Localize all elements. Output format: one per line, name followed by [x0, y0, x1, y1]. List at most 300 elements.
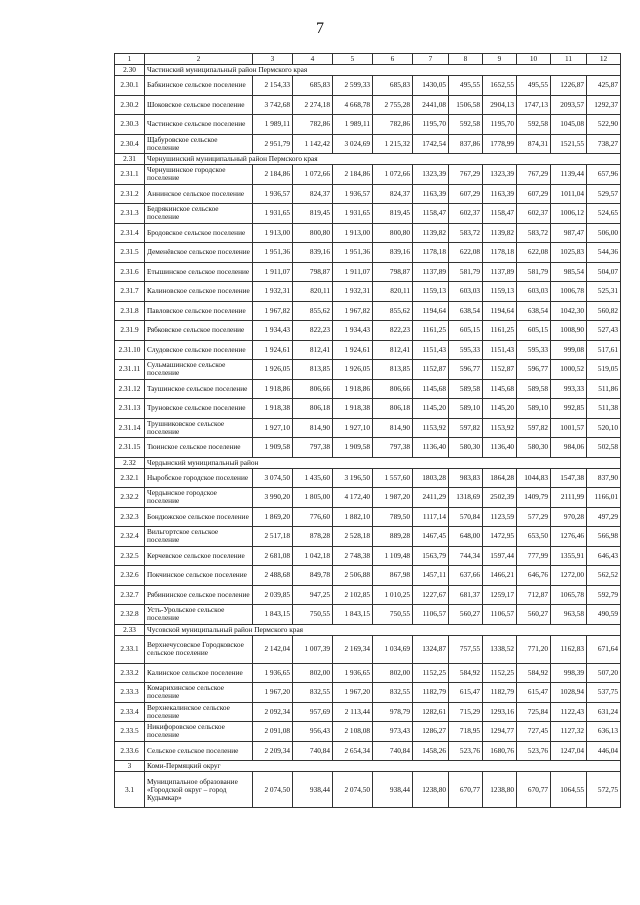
- value-cell: 1 909,58: [253, 438, 293, 458]
- value-cell: 813,85: [293, 360, 333, 380]
- row-code: 2.33.5: [115, 722, 145, 742]
- value-cell: 566,98: [587, 527, 621, 547]
- row-code: 2.31.10: [115, 340, 145, 360]
- value-cell: 1 927,10: [333, 418, 373, 438]
- value-cell: 889,28: [373, 527, 413, 547]
- value-cell: 1652,55: [483, 76, 517, 96]
- value-cell: 497,29: [587, 507, 621, 527]
- value-cell: 523,76: [449, 741, 483, 761]
- value-cell: 1247,04: [551, 741, 587, 761]
- value-cell: 1 072,66: [293, 165, 333, 185]
- value-cell: 583,72: [517, 223, 551, 243]
- table-row: [115, 76, 621, 96]
- value-cell: 560,27: [517, 605, 551, 625]
- value-cell: 1742,54: [413, 134, 449, 154]
- column-number: 12: [587, 54, 621, 65]
- value-cell: 596,77: [449, 360, 483, 380]
- value-cell: 615,47: [449, 683, 483, 703]
- value-cell: 797,38: [373, 438, 413, 458]
- value-cell: 544,36: [587, 243, 621, 263]
- value-cell: 1276,46: [551, 527, 587, 547]
- value-cell: 819,45: [293, 204, 333, 224]
- value-cell: 1137,89: [483, 262, 517, 282]
- value-cell: 490,59: [587, 605, 621, 625]
- value-cell: 1 934,43: [253, 321, 293, 341]
- value-cell: 839,16: [293, 243, 333, 263]
- value-cell: 495,55: [449, 76, 483, 96]
- settlement-name: Усть-Урольское сельское поселение: [145, 605, 253, 625]
- value-cell: 824,37: [293, 184, 333, 204]
- value-cell: 670,77: [449, 772, 483, 808]
- value-cell: 1292,37: [587, 95, 621, 115]
- value-cell: 504,07: [587, 262, 621, 282]
- section-title: Частинский муниципальный район Пермского края: [145, 65, 621, 76]
- row-code: 2.31.6: [115, 262, 145, 282]
- value-cell: 789,50: [373, 507, 413, 527]
- value-cell: 1 109,48: [373, 546, 413, 566]
- value-cell: 1338,52: [483, 635, 517, 663]
- value-cell: 2 517,18: [253, 527, 293, 547]
- table-body: [115, 54, 621, 808]
- value-cell: 1324,87: [413, 635, 449, 663]
- settlement-name: Шоковское сельское поселение: [145, 95, 253, 115]
- value-cell: 570,84: [449, 507, 483, 527]
- section-title: Чердынский муниципальный район: [145, 457, 621, 468]
- value-cell: 577,29: [517, 507, 551, 527]
- value-cell: 1 913,00: [333, 223, 373, 243]
- value-cell: 1 843,15: [253, 605, 293, 625]
- row-code: 2.32.5: [115, 546, 145, 566]
- value-cell: 1161,25: [413, 321, 449, 341]
- value-cell: 603,03: [517, 282, 551, 302]
- row-code: 2.33.2: [115, 663, 145, 683]
- table-row: [115, 702, 621, 722]
- value-cell: 822,23: [293, 321, 333, 341]
- value-cell: 607,29: [449, 184, 483, 204]
- table-row: [115, 282, 621, 302]
- table-row: [115, 243, 621, 263]
- value-cell: 1 967,20: [253, 683, 293, 703]
- value-cell: 776,60: [293, 507, 333, 527]
- table-row: [115, 741, 621, 761]
- value-cell: 715,29: [449, 702, 483, 722]
- row-code: 2.32.8: [115, 605, 145, 625]
- table-row: [115, 418, 621, 438]
- section-code: 2.33: [115, 624, 145, 635]
- value-cell: 603,03: [449, 282, 483, 302]
- value-cell: 1 934,43: [333, 321, 373, 341]
- value-cell: 782,86: [293, 115, 333, 135]
- value-cell: 984,06: [551, 438, 587, 458]
- column-number: 3: [253, 54, 293, 65]
- value-cell: 867,98: [373, 566, 413, 586]
- value-cell: 992,85: [551, 399, 587, 419]
- value-cell: 820,11: [293, 282, 333, 302]
- value-cell: 2093,57: [551, 95, 587, 115]
- value-cell: 2 599,33: [333, 76, 373, 96]
- value-cell: 1272,00: [551, 566, 587, 586]
- value-cell: 1 967,82: [253, 301, 293, 321]
- value-cell: 529,57: [587, 184, 621, 204]
- value-cell: 1259,17: [483, 585, 517, 605]
- value-cell: 878,28: [293, 527, 333, 547]
- column-number: 9: [483, 54, 517, 65]
- value-cell: 718,95: [449, 722, 483, 742]
- row-code: 3.1: [115, 772, 145, 808]
- value-cell: 806,18: [373, 399, 413, 419]
- column-number: 1: [115, 54, 145, 65]
- row-code: 2.31.14: [115, 418, 145, 438]
- table-row: [115, 566, 621, 586]
- value-cell: 2 102,85: [333, 585, 373, 605]
- value-cell: 2502,39: [483, 488, 517, 508]
- value-cell: 670,77: [517, 772, 551, 808]
- value-cell: 2 108,08: [333, 722, 373, 742]
- table-row: [115, 134, 621, 154]
- value-cell: 938,44: [293, 772, 333, 808]
- value-cell: 1139,44: [551, 165, 587, 185]
- value-cell: 1467,45: [413, 527, 449, 547]
- value-cell: 985,54: [551, 262, 587, 282]
- table-row: [115, 438, 621, 458]
- settlement-name: Сульмашинское сельское поселение: [145, 360, 253, 380]
- value-cell: 1 926,05: [253, 360, 293, 380]
- value-cell: 813,85: [373, 360, 413, 380]
- table-row: [115, 663, 621, 683]
- value-cell: 1227,67: [413, 585, 449, 605]
- settlement-name: Трушниковское сельское поселение: [145, 418, 253, 438]
- value-cell: 740,84: [373, 741, 413, 761]
- value-cell: 1127,32: [551, 722, 587, 742]
- value-cell: 1 967,20: [333, 683, 373, 703]
- settlement-name: Верхнекалинское сельское поселение: [145, 702, 253, 722]
- value-cell: 519,05: [587, 360, 621, 380]
- table-row: [115, 683, 621, 703]
- settlement-name: Сельское сельское поселение: [145, 741, 253, 761]
- value-cell: 1747,13: [517, 95, 551, 115]
- value-cell: 1286,27: [413, 722, 449, 742]
- settlement-name: Слудовское сельское поселение: [145, 340, 253, 360]
- value-cell: 602,37: [449, 204, 483, 224]
- value-cell: 1139,82: [483, 223, 517, 243]
- value-cell: 1 435,60: [293, 468, 333, 488]
- value-cell: 597,82: [449, 418, 483, 438]
- value-cell: 1159,13: [413, 282, 449, 302]
- value-cell: 2 274,18: [293, 95, 333, 115]
- table-row: [115, 184, 621, 204]
- row-code: 2.32.1: [115, 468, 145, 488]
- value-cell: 2 755,28: [373, 95, 413, 115]
- value-cell: 2 113,44: [333, 702, 373, 722]
- table-row: [115, 360, 621, 380]
- value-cell: 581,79: [449, 262, 483, 282]
- value-cell: 812,41: [293, 340, 333, 360]
- value-cell: 1 918,38: [253, 399, 293, 419]
- value-cell: 2 184,86: [333, 165, 373, 185]
- value-cell: 938,44: [373, 772, 413, 808]
- row-code: 2.33.3: [115, 683, 145, 703]
- value-cell: 970,28: [551, 507, 587, 527]
- value-cell: 1 931,65: [253, 204, 293, 224]
- value-cell: 1226,87: [551, 76, 587, 96]
- value-cell: 523,76: [517, 741, 551, 761]
- value-cell: 592,79: [587, 585, 621, 605]
- value-cell: 583,72: [449, 223, 483, 243]
- row-code: 2.31.13: [115, 399, 145, 419]
- value-cell: 2 654,34: [333, 741, 373, 761]
- value-cell: 802,00: [293, 663, 333, 683]
- row-code: 2.33.6: [115, 741, 145, 761]
- value-cell: 806,18: [293, 399, 333, 419]
- value-cell: 3 024,69: [333, 134, 373, 154]
- table-row: [115, 527, 621, 547]
- value-cell: 738,27: [587, 134, 621, 154]
- value-cell: 1011,04: [551, 184, 587, 204]
- row-code: 2.31.3: [115, 204, 145, 224]
- value-cell: 806,66: [293, 379, 333, 399]
- value-cell: 522,90: [587, 115, 621, 135]
- value-cell: 507,20: [587, 663, 621, 683]
- value-cell: 562,52: [587, 566, 621, 586]
- value-cell: 1 931,65: [333, 204, 373, 224]
- value-cell: 495,55: [517, 76, 551, 96]
- value-cell: 1000,52: [551, 360, 587, 380]
- value-cell: 653,50: [517, 527, 551, 547]
- value-cell: 1 926,05: [333, 360, 373, 380]
- value-cell: 849,78: [293, 566, 333, 586]
- value-cell: 874,31: [517, 134, 551, 154]
- value-cell: 2 092,34: [253, 702, 293, 722]
- value-cell: 837,86: [449, 134, 483, 154]
- value-cell: 1238,80: [483, 772, 517, 808]
- value-cell: 1 557,60: [373, 468, 413, 488]
- settlement-name: Етышинское сельское поселение: [145, 262, 253, 282]
- value-cell: 580,30: [517, 438, 551, 458]
- value-cell: 1 913,00: [253, 223, 293, 243]
- value-cell: 502,58: [587, 438, 621, 458]
- value-cell: 2 039,85: [253, 585, 293, 605]
- settlement-name: Аннинское сельское поселение: [145, 184, 253, 204]
- row-code: 2.30.3: [115, 115, 145, 135]
- value-cell: 1 034,69: [373, 635, 413, 663]
- value-cell: 1194,64: [413, 301, 449, 321]
- value-cell: 1 142,42: [293, 134, 333, 154]
- value-cell: 1 951,36: [333, 243, 373, 263]
- value-cell: 832,55: [293, 683, 333, 703]
- table-row: [115, 488, 621, 508]
- page-number: 7: [316, 20, 324, 37]
- value-cell: 1182,79: [483, 683, 517, 703]
- value-cell: 560,82: [587, 301, 621, 321]
- settlement-name: Павловское сельское поселение: [145, 301, 253, 321]
- value-cell: 1042,30: [551, 301, 587, 321]
- value-cell: 1136,40: [483, 438, 517, 458]
- table-row: [115, 321, 621, 341]
- value-cell: 957,69: [293, 702, 333, 722]
- value-cell: 4 668,78: [333, 95, 373, 115]
- section-title: Чернушинский муниципальный район Пермского края: [145, 154, 621, 165]
- value-cell: 581,79: [517, 262, 551, 282]
- value-cell: 1563,79: [413, 546, 449, 566]
- table-row: [115, 340, 621, 360]
- section-row: [115, 457, 621, 468]
- value-cell: 1045,08: [551, 115, 587, 135]
- value-cell: 1152,87: [413, 360, 449, 380]
- value-cell: 1158,47: [413, 204, 449, 224]
- section-row: [115, 65, 621, 76]
- value-cell: 592,58: [517, 115, 551, 135]
- value-cell: 1 932,31: [333, 282, 373, 302]
- settlement-name: Деменёвское сельское поселение: [145, 243, 253, 263]
- value-cell: 1 805,00: [293, 488, 333, 508]
- table-row: [115, 204, 621, 224]
- value-cell: 1864,28: [483, 468, 517, 488]
- table-row: [115, 115, 621, 135]
- value-cell: 638,54: [517, 301, 551, 321]
- value-cell: 589,58: [449, 379, 483, 399]
- row-code: 2.31.12: [115, 379, 145, 399]
- value-cell: 605,15: [517, 321, 551, 341]
- value-cell: 589,10: [449, 399, 483, 419]
- value-cell: 2 488,68: [253, 566, 293, 586]
- value-cell: 1282,61: [413, 702, 449, 722]
- value-cell: 750,55: [373, 605, 413, 625]
- row-code: 2.32.7: [115, 585, 145, 605]
- value-cell: 615,47: [517, 683, 551, 703]
- section-title: Коми-Пермяцкий округ: [145, 761, 621, 772]
- value-cell: 1521,55: [551, 134, 587, 154]
- value-cell: 712,87: [517, 585, 551, 605]
- value-cell: 2411,29: [413, 488, 449, 508]
- value-cell: 3 074,50: [253, 468, 293, 488]
- value-cell: 527,43: [587, 321, 621, 341]
- value-cell: 685,83: [293, 76, 333, 96]
- value-cell: 1 932,31: [253, 282, 293, 302]
- value-cell: 1 987,20: [373, 488, 413, 508]
- value-cell: 602,37: [517, 204, 551, 224]
- value-cell: 1159,13: [483, 282, 517, 302]
- value-cell: 425,87: [587, 76, 621, 96]
- value-cell: 1323,39: [413, 165, 449, 185]
- section-title: Чусовской муниципальный район Пермского края: [145, 624, 621, 635]
- value-cell: 767,29: [517, 165, 551, 185]
- section-row: [115, 761, 621, 772]
- value-cell: 589,10: [517, 399, 551, 419]
- row-code: 2.33.1: [115, 635, 145, 663]
- value-cell: 4 172,40: [333, 488, 373, 508]
- value-cell: 1106,57: [413, 605, 449, 625]
- value-cell: 580,30: [449, 438, 483, 458]
- row-code: 2.32.2: [115, 488, 145, 508]
- row-code: 2.31.5: [115, 243, 145, 263]
- value-cell: 832,55: [373, 683, 413, 703]
- value-cell: 824,37: [373, 184, 413, 204]
- row-code: 2.30.4: [115, 134, 145, 154]
- column-number: 8: [449, 54, 483, 65]
- value-cell: 1 911,07: [253, 262, 293, 282]
- value-cell: 622,08: [517, 243, 551, 263]
- value-cell: 1152,87: [483, 360, 517, 380]
- table-row: [115, 635, 621, 663]
- section-code: 2.31: [115, 154, 145, 165]
- value-cell: 855,62: [373, 301, 413, 321]
- value-cell: 2 748,38: [333, 546, 373, 566]
- value-cell: 1145,20: [413, 399, 449, 419]
- row-code: 2.31.9: [115, 321, 145, 341]
- value-cell: 1 951,36: [253, 243, 293, 263]
- value-cell: 725,84: [517, 702, 551, 722]
- value-cell: 1293,16: [483, 702, 517, 722]
- value-cell: 999,08: [551, 340, 587, 360]
- settlement-name: Комарихинское сельское поселение: [145, 683, 253, 703]
- value-cell: 524,65: [587, 204, 621, 224]
- value-cell: 987,47: [551, 223, 587, 243]
- value-cell: 584,92: [517, 663, 551, 683]
- value-cell: 1409,79: [517, 488, 551, 508]
- value-cell: 1006,12: [551, 204, 587, 224]
- value-cell: 572,75: [587, 772, 621, 808]
- value-cell: 797,38: [293, 438, 333, 458]
- value-cell: 1166,01: [587, 488, 621, 508]
- value-cell: 983,83: [449, 468, 483, 488]
- section-code: 2.32: [115, 457, 145, 468]
- value-cell: 1 215,32: [373, 134, 413, 154]
- value-cell: 1136,40: [413, 438, 449, 458]
- value-cell: 638,54: [449, 301, 483, 321]
- value-cell: 597,82: [517, 418, 551, 438]
- value-cell: 446,04: [587, 741, 621, 761]
- settlement-name: Верхнечусовское Городковское сельское поселение: [145, 635, 253, 663]
- settlement-name: Муниципальное образование «Городской округ – город Кудымкар»: [145, 772, 253, 808]
- value-cell: 1163,39: [483, 184, 517, 204]
- value-cell: 2904,13: [483, 95, 517, 115]
- value-cell: 1803,28: [413, 468, 449, 488]
- value-cell: 2 681,08: [253, 546, 293, 566]
- value-cell: 767,29: [449, 165, 483, 185]
- table-row: [115, 468, 621, 488]
- value-cell: 1153,92: [413, 418, 449, 438]
- settlement-name: Бабкинское сельское поселение: [145, 76, 253, 96]
- table-row: [115, 301, 621, 321]
- value-cell: 1028,94: [551, 683, 587, 703]
- value-cell: 1008,90: [551, 321, 587, 341]
- value-cell: 2 951,79: [253, 134, 293, 154]
- row-code: 2.32.3: [115, 507, 145, 527]
- tariff-table-container: [114, 53, 620, 808]
- value-cell: 819,45: [373, 204, 413, 224]
- row-code: 2.31.2: [115, 184, 145, 204]
- column-number: 2: [145, 54, 253, 65]
- value-cell: 595,33: [517, 340, 551, 360]
- value-cell: 1 989,11: [333, 115, 373, 135]
- table-row: [115, 722, 621, 742]
- value-cell: 837,90: [587, 468, 621, 488]
- value-cell: 525,31: [587, 282, 621, 302]
- value-cell: 1122,43: [551, 702, 587, 722]
- row-code: 2.31.15: [115, 438, 145, 458]
- value-cell: 537,75: [587, 683, 621, 703]
- section-code: 2.30: [115, 65, 145, 76]
- value-cell: 1025,83: [551, 243, 587, 263]
- settlement-name: Калинское сельское поселение: [145, 663, 253, 683]
- row-code: 2.31.7: [115, 282, 145, 302]
- value-cell: 800,80: [293, 223, 333, 243]
- value-cell: 782,86: [373, 115, 413, 135]
- value-cell: 589,58: [517, 379, 551, 399]
- settlement-name: Бондюжское сельское поселение: [145, 507, 253, 527]
- value-cell: 584,92: [449, 663, 483, 683]
- value-cell: 1 918,86: [333, 379, 373, 399]
